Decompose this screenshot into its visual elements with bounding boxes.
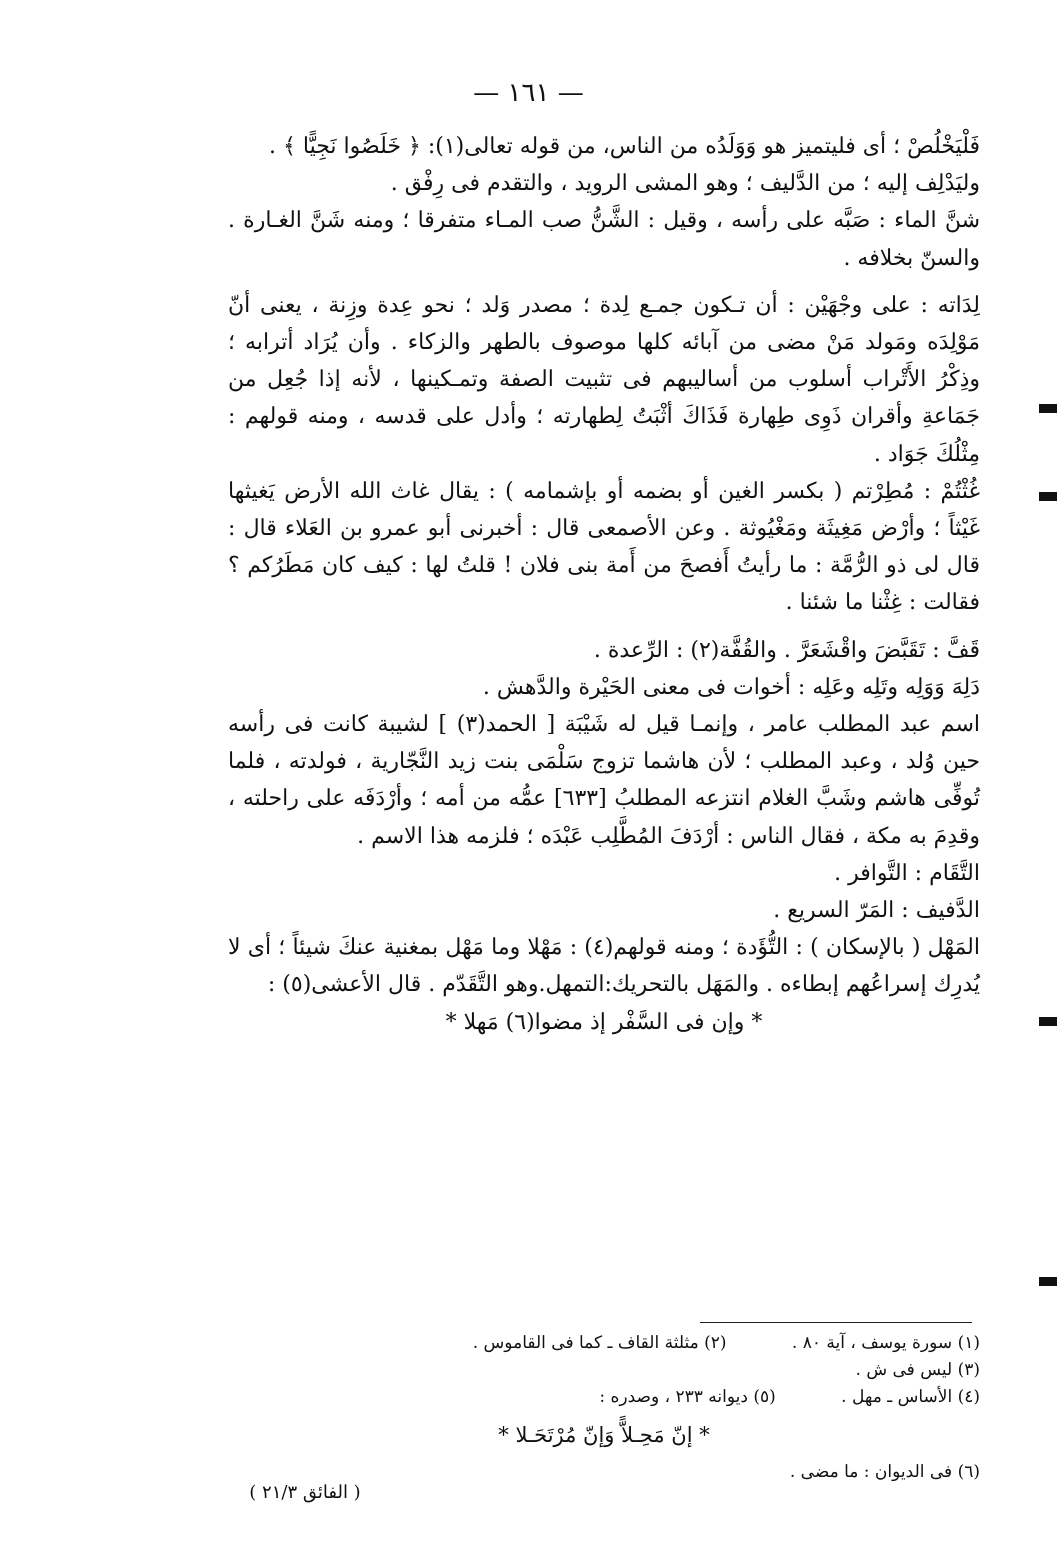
margin-tab-mark (1039, 492, 1057, 501)
paragraph-yakhlus: فَلْيَخْلُصْ ؛ أى فليتميز هو وَوَلَدُه من الناس، من قوله تعالى(١): ﴿ خَلَصُوا نَجِيًّا ﴾ . (269, 134, 980, 159)
page-number: — ١٦١ — (473, 78, 584, 108)
footnote-1: (١) سورة يوسف ، آية ٨٠ . (791, 1333, 980, 1353)
paragraph-dafif: الدَّفيف : المَرّ السريع . (773, 898, 980, 924)
footnote-row (228, 1384, 980, 1411)
footnote-6: (٦) فى الديوان : ما مضى . (789, 1462, 980, 1482)
footnotes (228, 1330, 980, 1486)
paragraph-taqam: التَّقَام : التَّوافر . (834, 860, 980, 886)
paragraph-yadlif: وليَدْلِف إليه ؛ من الدَّليف ؛ وهو المشى الرويد ، والتقدم فى رِفْق . (390, 171, 980, 197)
footnote-2: (٢) مثلثة القاف ـ كما فى القاموس . (472, 1333, 727, 1353)
paragraph-lidatih: لِدَاته : على وجْهَيْن : أن تـكون جمـع لِدة ؛ مصدر وَلد ؛ نحو عِدة وزِنة ، يعنى أنّ مَوْلِدَه ومَولد مَنْ مضى من آبائه كلها موصوف بالطهر والزكاء . وأن يُرَاد أترابه ؛ وذِكْرُ الأَتْراب أسلوب من أساليبهم فى تثبيت الصفة وتمـكينها ، لأنه إذا جُعِل من جَمَاعةِ وأقران ذَوِى طِهارة فَذَاكَ أثْبَتُ لِطهارته ؛ وأدل على قدسه ، ومنه قولهم : مِثْلُكَ جَوَاد . (228, 292, 980, 467)
paragraph-qaffa: قَفَّ : تَقَبَّضَ واقْشَعَرَّ . والقُفَّة(٢) : الرِّعدة . (593, 637, 980, 663)
margin-tab-mark (1039, 404, 1057, 413)
footnote-row (228, 1330, 980, 1384)
main-text (228, 128, 980, 1041)
page-footer: ( الفائق ٢١/٣ ) (249, 1482, 361, 1503)
footnote-5: (٥) ديوانه ٢٣٣ ، وصدره : (599, 1387, 776, 1407)
paragraph-mahl: المَهْل ( بالإسكان ) : التُّؤَدة ؛ ومنه قولهم(٤) : مَهْلا وما مَهْل بمغنية عنكَ شيئاً ؛ أى لا يُدرِك إسراعُهم إبطاءه . والمَهَل بالتحريك:التمهل.وهو التَّقَدّم . قال الأعشى(٥) : (228, 935, 980, 998)
paragraph-dalih: دَلِهَ وَوَلِه وتَلِه وعَلِه : أخوات فى معنى الحَيْرة والدَّهش . (482, 674, 980, 700)
margin-tab-mark (1039, 1277, 1057, 1286)
paragraph-shanna: شنَّ الماء : صَبَّه على رأسه ، وقيل : الشَّنُّ صب المـاء متفرقا ؛ ومنه شَنَّ الغـارة . والسنّ بخلافه . (228, 208, 980, 271)
paragraph-ghuthtum: غُثْتُمْ : مُطِرْتم ( بكسر الغين أو بضمه أو بإشمامه ) : يقال غاث الله الأرض يَغيثها غَيْثاً ؛ وأرْض مَغِيثَة ومَغْيُوثة . وعن الأصمعى قال : أخبرنى أبو عمرو بن العَلاء قال : قال لى ذو الرُّمَّة : ما رأيتُ أَفصحَ من أَمة بنى فلان ! قلتُ لها : كيف كان مَطَرُكم ؟ فقالت : غِثْنا ما شئنا . (228, 478, 980, 616)
footnote-verse: * إنّ مَحِـلاًّ وَإنّ مُرْتَحَـلا * (498, 1423, 710, 1447)
footnote-4: (٤) الأساس ـ مهل . (841, 1387, 980, 1407)
footnote-divider (700, 1322, 972, 1323)
footnote-3: (٣) ليس فى ش . (855, 1360, 980, 1380)
margin-tab-mark (1039, 1017, 1057, 1026)
verse-line: * وإن فى السَّفْر إذ مضوا(٦) مَهلا * (445, 1009, 763, 1035)
paragraph-abd-al-muttalib: اسم عبد المطلب عامر ، وإنمـا قيل له شَيْبَة [ الحمد(٣) ] لشيبة كانت فى رأسه حين وُلد ، وعبد المطلب ؛ لأن هاشما تزوج سَلْمَى بنت زيد النَّجّارية ، فولدته ، فلما تُوفِّى هاشم وشَبَّ الغلام انتزعه المطلبُ [٦٣٣] عمُّه من أمه ؛ وأرْدَفَه على راحلته ، وقدِمَ به مكة ، فقال الناس : أرْدَفَ المُطَّلِب عَبْدَه ؛ فلزمه هذا الاسم . (228, 712, 980, 849)
